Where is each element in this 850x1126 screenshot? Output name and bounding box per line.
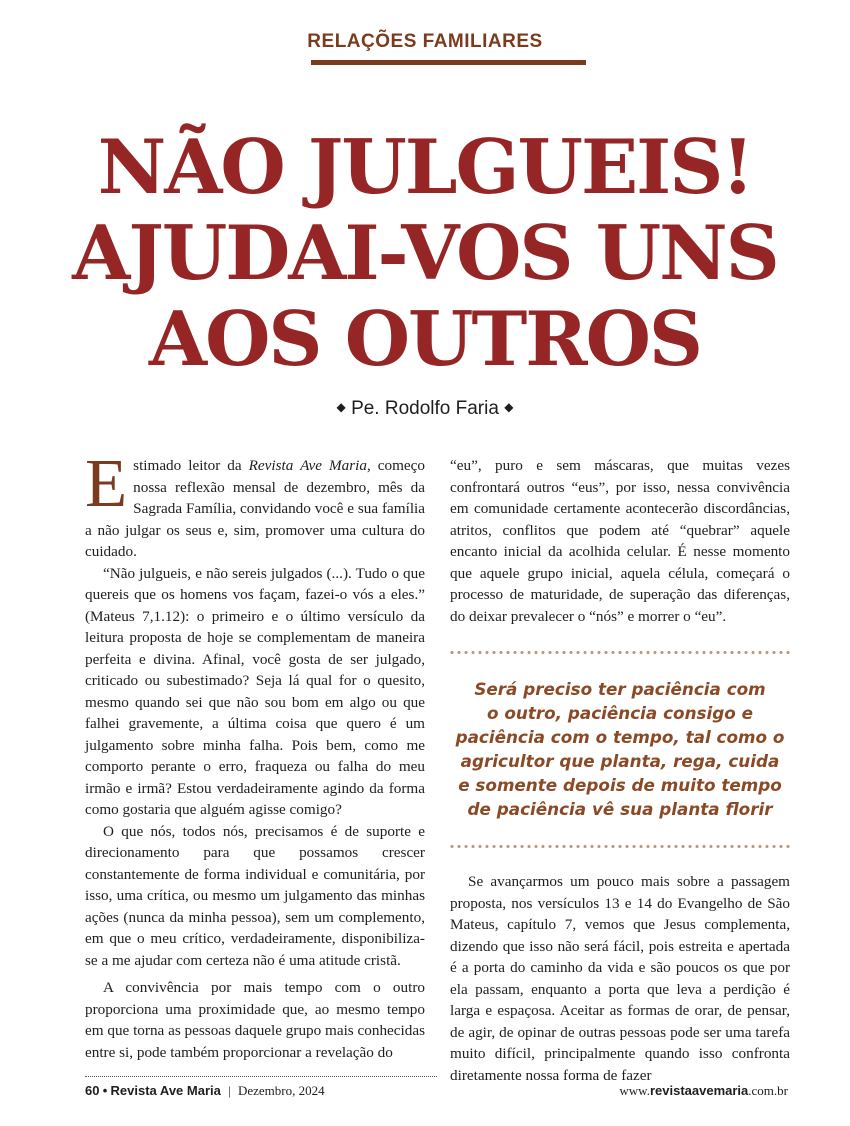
paragraph: “Não julgueis, e não sereis julgados (...). Tudo o que quereis que os homens vos façam, fazei-o vós a eles.” (Mateus 7,1.12): o primeiro e o último versículo da leitura proposta de hoje se complementam de maneira perfeita e divina. Afinal, você gosta de ser julgado, criticado ou subestimado? Seja lá qual for o quesito, mesmo quando sei que não sou bom em algo ou que falhei gravemente, a última coisa que quero é um julgamento sobre minha falha. Pois bem, como me comporto perante o erro, fraqueza ou falha do meu irmão e irmã? Estou verdadeiramente agindo da forma como gostaria que alguém agisse comigo?: [85, 564, 425, 818]
pull-quote-line: e somente depois de muito tempo: [458, 775, 782, 795]
paragraph: O que nós, todos nós, precisamos é de suporte e direcionamento para que possamos crescer constantemente de forma individual e comunitária, por isso, uma crítica, ou mesmo um julgamento das minhas ações (nunca da minha pessoa), sem um complemento, em que o meu crítico, verdadeiramente, disponibiliza-se a me ajudar com certeza não é uma atitude cristã.: [85, 822, 425, 969]
footer-rule: [85, 1076, 437, 1077]
pull-quote-line: Será preciso ter paciência com: [474, 679, 766, 699]
issue-date: Dezembro, 2024: [237, 1083, 325, 1098]
url-domain: revistaavemaria: [649, 1083, 749, 1098]
paragraph: A convivência por mais tempo com o outro proporciona uma proximidade que, ao mesmo tempo em que torna as pessoas daquele grupo mais conhecidas entre si, pode também proporcionar a revelação do: [85, 979, 425, 1061]
section-label: RELAÇÕES FAMILIARES: [307, 31, 543, 52]
author-byline: [0, 398, 850, 420]
drop-cap: E: [85, 445, 128, 521]
title-line-3: AOS OUTROS: [148, 295, 702, 383]
website-link[interactable]: [619, 1083, 788, 1099]
article-column-left: [85, 445, 425, 1063]
pull-quote-line: de paciência vê sua planta florir: [467, 799, 773, 819]
paragraph-text: , começo nossa reflexão mensal de dezembro, mês da Sagrada Família, convidando você e sua família a não julgar os seus e, sim, promover uma cultura do cuidado.: [85, 457, 425, 560]
dotted-divider: [450, 841, 790, 851]
separator: |: [228, 1083, 231, 1098]
bullet: •: [102, 1083, 108, 1098]
dotted-divider: [450, 647, 790, 657]
pull-quote-line: agricultor que planta, rega, cuida: [460, 751, 780, 771]
pull-quote: [450, 677, 790, 821]
article-column-right: [450, 455, 790, 1086]
page-number: 60: [85, 1083, 100, 1098]
magazine-title: Revista Ave Maria: [110, 1083, 221, 1098]
paragraph: “eu”, puro e sem máscaras, que muitas vezes confrontará outros “eus”, por isso, nessa convivência em comunidade certamente acontecerão discordâncias, atritos, conflitos que podem até “quebrar” aquele encanto inicial da acolhida celular. É nesse momento que aquele grupo inicial, aquela célula, começará o processo de maturidade, de superação das diferenças, do deixar prevalecer o “nós” e morrer o “eu”.: [450, 457, 790, 625]
author-name: Pe. Rodolfo Faria: [351, 398, 499, 419]
title-line-1: NÃO JULGUEIS!: [97, 123, 753, 211]
section-rule: [311, 60, 586, 65]
pull-quote-line: o outro, paciência consigo e: [486, 703, 754, 723]
paragraph: Se avançarmos um pouco mais sobre a passagem proposta, nos versículos 13 e 14 do Evangelho de São Mateus, capítulo 7, vemos que Jesus complementa, dizendo que isso não será fácil, pois estreita e apertada é a porta do caminho da vida e são poucos os que por ela passam, enquanto a porta que leva a perdição é larga e espaçosa. Aceitar as formas de orar, de pensar, de agir, de opinar de outras pessoas pode ser uma tarefa muito difícil, principalmente quando isso confronta diretamente nossa forma de fazer: [450, 873, 790, 1084]
paragraph-text: stimado leitor da: [133, 457, 249, 474]
diamond-icon: ◆: [336, 400, 346, 414]
magazine-name: Revista Ave Maria: [248, 457, 367, 474]
footer-page-info: [85, 1083, 325, 1099]
title-line-2: AJUDAI-VOS UNS: [72, 209, 778, 297]
diamond-icon: ◆: [504, 400, 514, 414]
url-suffix: .com.br: [748, 1083, 788, 1098]
article-title: [0, 124, 850, 382]
paragraph: [85, 445, 425, 563]
pull-quote-line: paciência com o tempo, tal como o: [455, 727, 785, 747]
url-prefix: www.: [619, 1083, 650, 1098]
